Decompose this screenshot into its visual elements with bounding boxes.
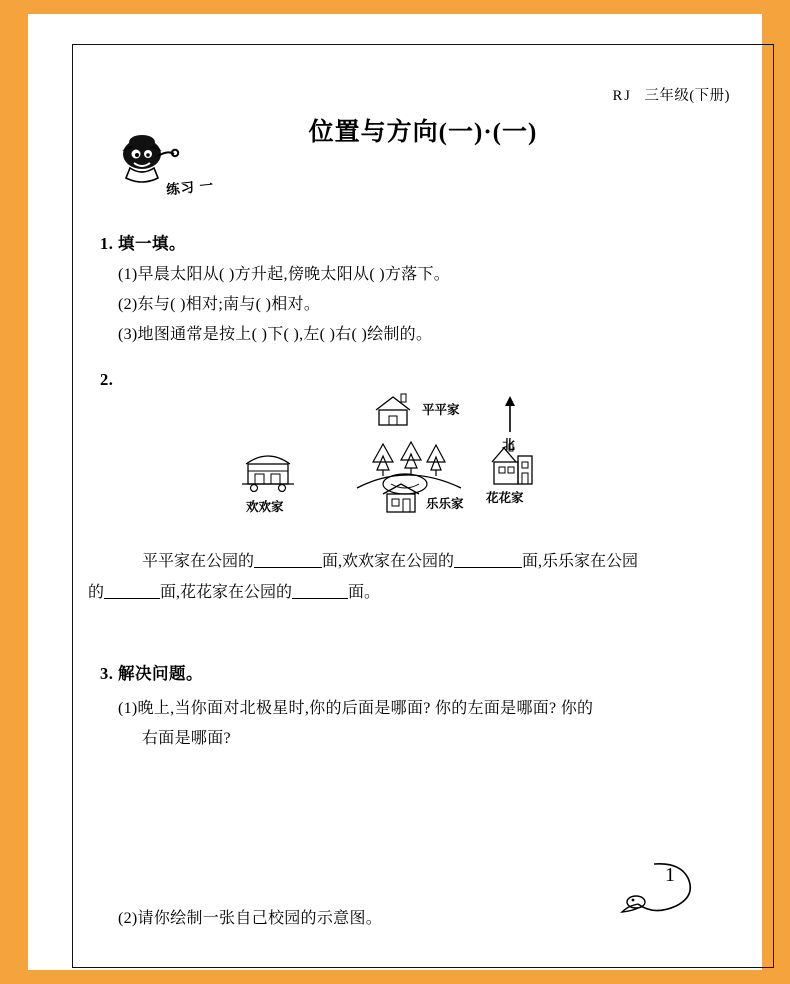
q2-part2: 面,欢欢家在公园的 <box>322 553 455 570</box>
page-number-badge <box>616 858 700 914</box>
section-1 <box>88 230 758 350</box>
question-1-1: (1)早晨太阳从( )方升起,傍晚太阳从( )方落下。 <box>118 266 451 283</box>
section-3-heading <box>100 660 758 684</box>
section-2-heading <box>100 370 758 390</box>
grade-label: 三年级(下册) <box>644 88 730 104</box>
q2-part3: 面,乐乐家在公园 <box>522 553 639 570</box>
section-2-number: 2. <box>100 370 114 389</box>
page-number-bubble-icon <box>616 858 700 914</box>
q2-blank-4[interactable] <box>292 582 348 599</box>
section-1-title: 填一填。 <box>118 234 186 253</box>
house-pingping-icon <box>370 392 416 428</box>
question-2-text <box>88 546 758 608</box>
section-3-number: 3. <box>100 664 114 683</box>
question-3-2: (2)请你绘制一张自己校园的示意图。 <box>118 910 383 927</box>
page-number: 1 <box>665 864 675 886</box>
north-label: 北 <box>502 437 516 452</box>
section-1-heading <box>100 230 758 254</box>
question-1-3: (3)地图通常是按上( )下( ),左( )右( )绘制的。 <box>118 326 433 343</box>
north-arrow-icon <box>498 394 522 436</box>
question-3-1-cont: 右面是哪面? <box>142 730 231 747</box>
publisher-code: RJ <box>612 88 632 104</box>
map-figure <box>88 392 758 542</box>
house-huanhuan-icon <box>238 444 298 492</box>
page-content <box>88 60 758 952</box>
q2-part4: 的 <box>88 584 105 601</box>
label-huanhuan: 欢欢家 <box>246 500 284 514</box>
house-lele-icon <box>378 480 424 516</box>
q2-blank-1[interactable] <box>254 551 322 568</box>
page-title: 位置与方向(一)·(一) <box>308 119 538 146</box>
q2-part5: 面,花花家在公园的 <box>160 584 293 601</box>
q2-line2 <box>88 577 758 608</box>
q2-blank-2[interactable] <box>454 551 522 568</box>
page-header <box>613 84 730 105</box>
q2-blank-3[interactable] <box>104 582 160 599</box>
exercise-label: 练习 一 <box>165 177 215 198</box>
paper-sheet <box>28 14 762 970</box>
section-1-number: 1. <box>100 234 114 253</box>
label-huahua: 花花家 <box>486 491 524 505</box>
section-3-title: 解决问题。 <box>118 664 203 683</box>
q2-part6: 面。 <box>348 584 381 601</box>
question-3-1: (1)晚上,当你面对北极星时,你的后面是哪面? 你的左面是哪面? 你的 <box>118 700 594 717</box>
section-2 <box>88 370 758 608</box>
question-1-2: (2)东与( )相对;南与( )相对。 <box>118 296 321 313</box>
q2-part1: 平平家在公园的 <box>142 553 255 570</box>
mascot <box>108 132 228 198</box>
label-lele: 乐乐家 <box>426 497 464 511</box>
label-pingping: 平平家 <box>422 403 460 417</box>
house-huahua-icon <box>486 442 538 490</box>
